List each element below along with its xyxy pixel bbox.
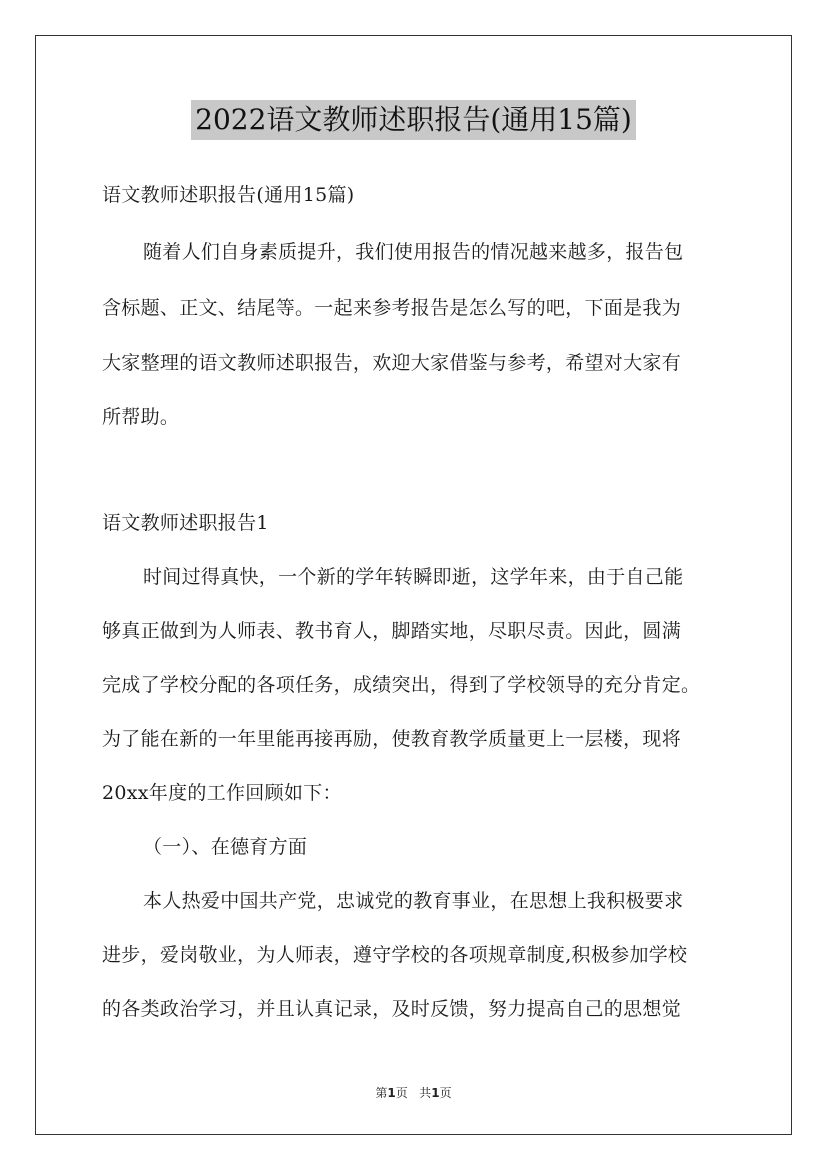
footer-page-number: 1: [387, 1086, 396, 1100]
footer-page-prefix: 第: [375, 1086, 388, 1100]
moral-line: 进步，爱岗敬业，为人师表，遵守学校的各项规章制度,积极参加学校: [102, 944, 688, 966]
subheading: （一）、在德育方面: [143, 836, 308, 858]
section-line: 为了能在新的一年里能再接再励，使教育教学质量更上一层楼，现将: [102, 728, 682, 750]
footer-total-suffix: 页: [439, 1086, 452, 1100]
section-heading: 语文教师述职报告1: [102, 512, 269, 534]
title-wrap: [0, 100, 827, 140]
subtitle: 语文教师述职报告(通用15篇): [102, 184, 355, 206]
moral-line: 本人热爱中国共产党，忠诚党的教育事业，在思想上我积极要求: [143, 890, 684, 912]
document-title: 2022语文教师述职报告(通用15篇): [191, 100, 636, 140]
intro-line: 随着人们自身素质提升，我们使用报告的情况越来越多，报告包: [143, 241, 684, 263]
intro-line: 大家整理的语文教师述职报告，欢迎大家借鉴与参考，希望对大家有: [102, 352, 682, 374]
section-line: 够真正做到为人师表、教书育人，脚踏实地，尽职尽责。因此，圆满: [102, 620, 682, 642]
intro-line: 含标题、正文、结尾等。一起来参考报告是怎么写的吧，下面是我为: [102, 297, 682, 319]
page-footer: [0, 1084, 827, 1101]
footer-total-prefix: 共: [419, 1086, 432, 1100]
section-line: 时间过得真快，一个新的学年转瞬即逝，这学年来，由于自己能: [143, 566, 684, 588]
footer-total-number: 1: [431, 1086, 440, 1100]
section-line: 完成了学校分配的各项任务，成绩突出，得到了学校领导的充分肯定。: [102, 674, 701, 696]
section-line: 20xx年度的工作回顾如下：: [102, 782, 342, 804]
intro-line: 所帮助。: [102, 406, 180, 428]
moral-line: 的各类政治学习，并且认真记录，及时反馈，努力提高自己的思想觉: [102, 998, 682, 1020]
footer-page-suffix: 页: [395, 1086, 408, 1100]
